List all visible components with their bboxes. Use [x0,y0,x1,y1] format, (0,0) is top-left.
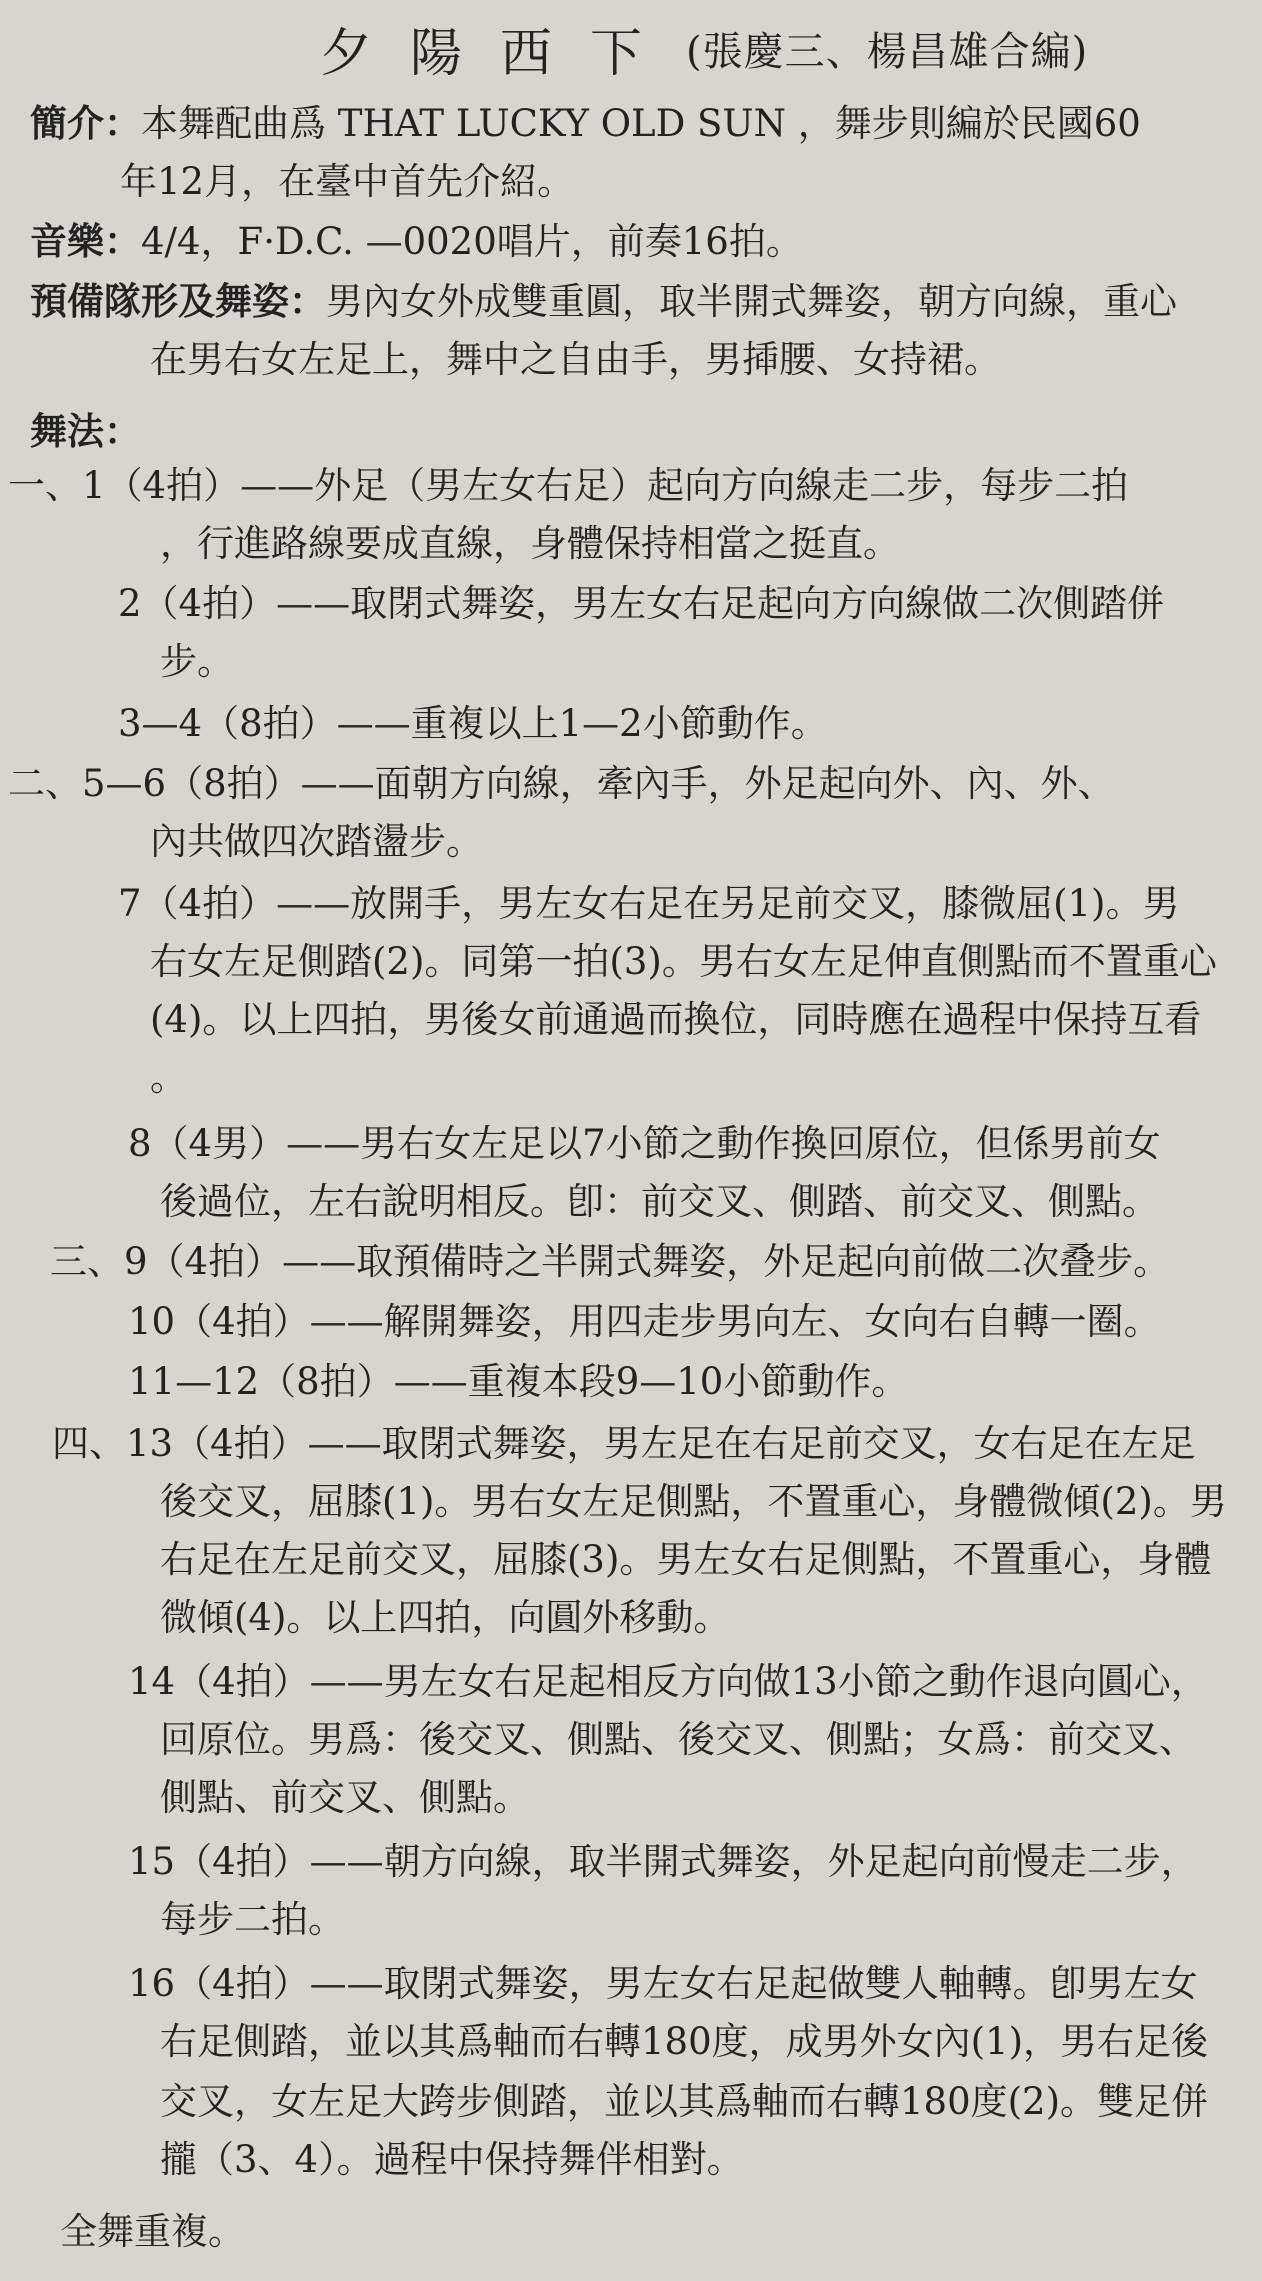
method-label [30,408,141,456]
step-line: 10（4拍）——解開舞姿，用四走步男向左、女向右自轉一圈。 [128,1300,1161,1343]
step-line: 回原位。男爲：後交叉、側點、後交叉、側點；女爲：前交叉、 [160,1718,1196,1761]
step-line: 每步二拍。 [160,1898,345,1941]
step-line: 16（4拍）——取閉式舞姿，男左女右足起做雙人軸轉。卽男左女 [128,1962,1198,2005]
step-line: 側點、前交叉、側點。 [160,1776,530,1819]
method-label-text: 舞法： [30,410,141,453]
intro-text-1: 本舞配曲爲 THAT LUCKY OLD SUN ，舞步則編於民國60 [141,102,1141,145]
prep-line-2: 在男右女左足上，舞中之自由手，男揷腰、女持裙。 [150,338,1001,381]
music-line [30,218,803,266]
step-line: 微傾(4)。以上四拍，向圓外移動。 [160,1596,731,1639]
step-line: 三、9（4拍）——取預備時之半開式舞姿，外足起向前做二次叠步。 [50,1240,1171,1283]
step-line: ，行進路線要成直線，身體保持相當之挺直。 [160,522,900,565]
step-line: 右足在左足前交叉，屈膝(3)。男左女右足側點，不置重心，身體 [160,1538,1212,1581]
step-line: 3—4（8拍）——重複以上1—2小節動作。 [118,702,828,745]
step-line: 後過位，左右說明相反。卽：前交叉、側踏、前交叉、側點。 [160,1180,1159,1223]
step-line: 交叉，女左足大跨步側踏，並以其爲軸而右轉180度(2)。雙足併 [160,2080,1209,2123]
prep-label: 預備隊形及舞姿： [30,280,326,323]
prep-text-1: 男內女外成雙重圓，取半開式舞姿，朝方向線，重心 [326,280,1177,323]
step-line: 7（4拍）——放開手，男左女右足在另足前交叉，膝微屈(1)。男 [118,882,1180,925]
intro-label: 簡介： [30,102,141,145]
step-line: 15（4拍）——朝方向線，取半開式舞姿，外足起向前慢走二步， [128,1840,1198,1883]
step-line: 11—12（8拍）——重複本段9—10小節動作。 [128,1360,909,1403]
step-line: (4)。以上四拍，男後女前通過而換位，同時應在過程中保持互看 [150,998,1202,1041]
title-credit: (張慶三、楊昌雄合編) [686,28,1089,75]
intro-line-2: 年12月，在臺中首先介紹。 [120,160,575,203]
step-line: 四、13（4拍）——取閉式舞姿，男左足在右足前交叉，女右足在左足 [52,1422,1196,1465]
step-line: 右足側踏，並以其爲軸而右轉180度，成男外女內(1)，男右足後 [160,2020,1209,2063]
music-text: 4/4，F·D.C. —0020唱片，前奏16拍。 [141,220,803,263]
step-line: 內共做四次踏盪步。 [150,820,483,863]
page-title: 夕陽西下 [320,23,681,84]
step-line: 右女左足側踏(2)。同第一拍(3)。男右女左足伸直側點而不置重心 [150,940,1217,983]
step-line: 後交叉，屈膝(1)。男右女左足側點，不置重心，身體微傾(2)。男 [160,1480,1227,1523]
step-line: 一、1（4拍）——外足（男左女右足）起向方向線走二步，每步二拍 [8,464,1129,507]
closing-note: 全舞重複。 [60,2210,245,2253]
music-label: 音樂： [30,220,141,263]
step-line: 2（4拍）——取閉式舞姿，男左女右足起向方向線做二次側踏併 [118,582,1165,625]
step-line: 攏（3、4）。過程中保持舞伴相對。 [160,2138,744,2181]
step-line: 14（4拍）——男左女右足起相反方向做13小節之動作退向圓心， [128,1660,1208,1703]
step-line: 。 [150,1056,187,1099]
step-line: 8（4男）——男右女左足以7小節之動作換回原位，但係男前女 [128,1122,1161,1165]
step-line: 二、5—6（8拍）——面朝方向線，牽內手，外足起向外、內、外、 [8,762,1115,805]
prep-line-1 [30,278,1177,326]
intro-line-1 [30,100,1141,148]
title-row [320,18,1089,84]
step-line: 步。 [160,640,234,683]
